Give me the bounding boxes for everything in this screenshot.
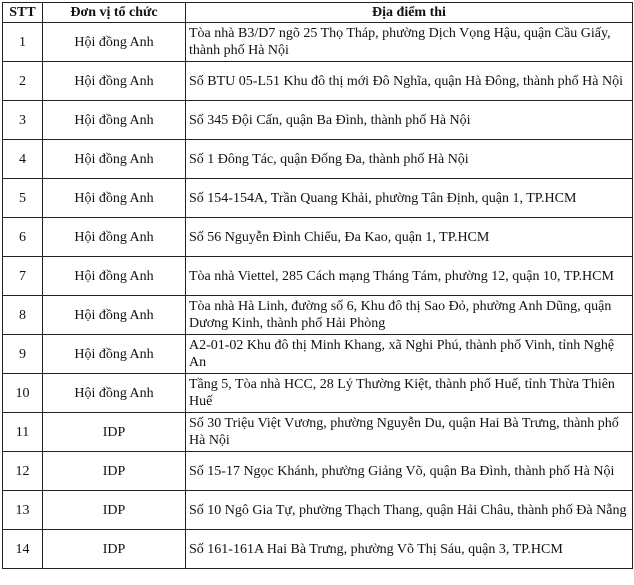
row-number: 5 — [3, 179, 43, 218]
organizer-cell: Hội đồng Anh — [43, 62, 186, 101]
venue-cell: Tòa nhà Viettel, 285 Cách mạng Tháng Tám, phường 12, quận 10, TP.HCM — [186, 257, 633, 296]
table-row — [3, 452, 633, 491]
table-row — [3, 62, 633, 101]
row-number: 7 — [3, 257, 43, 296]
row-number: 14 — [3, 530, 43, 569]
organizer-cell: IDP — [43, 413, 186, 452]
table-row — [3, 218, 633, 257]
venue-cell: Tầng 5, Tòa nhà HCC, 28 Lý Thường Kiệt, thành phố Huế, tỉnh Thừa Thiên Huế — [186, 374, 633, 413]
organizer-cell: IDP — [43, 491, 186, 530]
header-organizer: Đơn vị tổ chức — [43, 3, 186, 23]
organizer-cell: Hội đồng Anh — [43, 23, 186, 62]
table-row — [3, 140, 633, 179]
row-number: 1 — [3, 23, 43, 62]
table-row — [3, 101, 633, 140]
header-stt: STT — [3, 3, 43, 23]
exam-venue-table — [2, 2, 633, 569]
venue-cell: Tòa nhà B3/D7 ngõ 25 Thọ Tháp, phường Dịch Vọng Hậu, quận Cầu Giấy, thành phố Hà Nội — [186, 23, 633, 62]
row-number: 9 — [3, 335, 43, 374]
organizer-cell: Hội đồng Anh — [43, 140, 186, 179]
table-row — [3, 413, 633, 452]
table-row — [3, 335, 633, 374]
venue-cell: Số 10 Ngô Gia Tự, phường Thạch Thang, quận Hải Châu, thành phố Đà Nẵng — [186, 491, 633, 530]
table-row — [3, 23, 633, 62]
venue-cell: Số BTU 05-L51 Khu đô thị mới Đô Nghĩa, quận Hà Đông, thành phố Hà Nội — [186, 62, 633, 101]
venue-cell: Số 15-17 Ngọc Khánh, phường Giảng Võ, quận Ba Đình, thành phố Hà Nội — [186, 452, 633, 491]
header-venue: Địa điểm thi — [186, 3, 633, 23]
organizer-cell: Hội đồng Anh — [43, 374, 186, 413]
venue-cell: Số 30 Triệu Việt Vương, phường Nguyễn Du, quận Hai Bà Trưng, thành phố Hà Nội — [186, 413, 633, 452]
organizer-cell: Hội đồng Anh — [43, 335, 186, 374]
venue-cell: Số 56 Nguyễn Đình Chiểu, Đa Kao, quận 1, TP.HCM — [186, 218, 633, 257]
row-number: 2 — [3, 62, 43, 101]
row-number: 6 — [3, 218, 43, 257]
row-number: 3 — [3, 101, 43, 140]
table-row — [3, 374, 633, 413]
organizer-cell: IDP — [43, 530, 186, 569]
venue-cell: Số 161-161A Hai Bà Trưng, phường Võ Thị Sáu, quận 3, TP.HCM — [186, 530, 633, 569]
row-number: 13 — [3, 491, 43, 530]
row-number: 12 — [3, 452, 43, 491]
table-row — [3, 491, 633, 530]
row-number: 4 — [3, 140, 43, 179]
venue-cell: Số 345 Đội Cấn, quận Ba Đình, thành phố Hà Nội — [186, 101, 633, 140]
table-row — [3, 296, 633, 335]
venue-cell: A2-01-02 Khu đô thị Minh Khang, xã Nghi Phú, thành phố Vinh, tỉnh Nghệ An — [186, 335, 633, 374]
row-number: 10 — [3, 374, 43, 413]
organizer-cell: Hội đồng Anh — [43, 218, 186, 257]
venue-cell: Số 154-154A, Trần Quang Khải, phường Tân Định, quận 1, TP.HCM — [186, 179, 633, 218]
row-number: 8 — [3, 296, 43, 335]
venue-cell: Tòa nhà Hà Linh, đường số 6, Khu đô thị Sao Đỏ, phường Anh Dũng, quận Dương Kinh, thành phố Hải Phòng — [186, 296, 633, 335]
table-row — [3, 257, 633, 296]
venue-cell: Số 1 Đông Tác, quận Đống Đa, thành phố Hà Nội — [186, 140, 633, 179]
organizer-cell: Hội đồng Anh — [43, 257, 186, 296]
table-row — [3, 530, 633, 569]
organizer-cell: Hội đồng Anh — [43, 296, 186, 335]
organizer-cell: IDP — [43, 452, 186, 491]
organizer-cell: Hội đồng Anh — [43, 179, 186, 218]
header-row — [3, 3, 633, 23]
row-number: 11 — [3, 413, 43, 452]
table-row — [3, 179, 633, 218]
organizer-cell: Hội đồng Anh — [43, 101, 186, 140]
